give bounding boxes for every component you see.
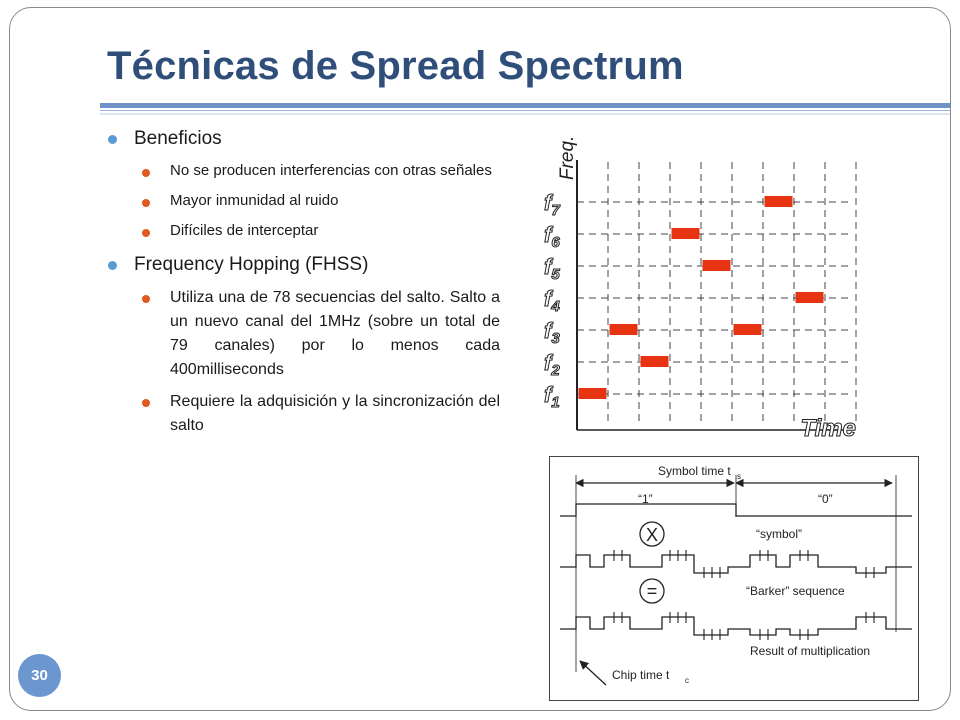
bullet-fhss-1: Utiliza una de 78 secuencias del salto. Salto a un nuevo canal del 1MHz (sobre un total de 79 canales) por lo menos cada 400milliseconds (134, 286, 500, 382)
symbol-waveform (560, 504, 912, 516)
frequency-label-f1: $f_1$ (544, 382, 560, 411)
barker-label: “Barker” sequence (746, 584, 845, 598)
chip-time-arrow (580, 661, 606, 685)
frequency-label-f4: $f_4$ (544, 286, 560, 315)
bullet-fhss-2: Requiere la adquisición y la sincronización del salto (134, 390, 500, 438)
hop-marker (610, 324, 638, 335)
barker-diagram (549, 456, 919, 701)
bullet-beneficio-3: Difíciles de interceptar (134, 220, 500, 242)
bullet-beneficio-1: No se producen interferencias con otras señales (134, 160, 500, 182)
chip-time-label: Chip time t (612, 668, 670, 682)
result-waveform (560, 617, 912, 635)
hop-marker (579, 388, 607, 399)
barker-waveforms (550, 457, 918, 700)
frequency-label-f3: $f_3$ (544, 318, 560, 347)
title-rule-shadow (100, 113, 950, 115)
barker-chip-ticks (614, 550, 874, 578)
bit-zero-label: “0” (818, 492, 833, 506)
bit-one-label: “1” (638, 492, 653, 506)
slide-title: Técnicas de Spread Spectrum (107, 44, 684, 88)
symbol-time-label: Symbol time t (658, 464, 731, 478)
symbol-time-subscript: s (737, 472, 741, 481)
x-axis-label: Time (800, 415, 856, 442)
frequency-label-f2: $f_2$ (544, 350, 560, 379)
bullet-beneficio-2: Mayor inmunidad al ruido (134, 190, 500, 212)
equals-sign: = (646, 581, 658, 601)
result-label: Result of multiplication (750, 644, 871, 658)
bullet-fhss: Frequency Hopping (FHSS) (108, 254, 500, 276)
hop-marker (703, 260, 731, 271)
title-rule (100, 103, 950, 108)
fhss-hop-chart (530, 120, 860, 450)
title-rule-thin (100, 110, 950, 111)
page-number-badge: 30 (18, 654, 61, 697)
result-chip-ticks (614, 612, 874, 640)
bullet-list (108, 128, 500, 446)
hop-marker (734, 324, 762, 335)
symbol-label: “symbol” (756, 527, 803, 541)
frequency-label-f5: $f_5$ (544, 254, 560, 283)
frequency-label-f6: $f_6$ (544, 222, 560, 251)
multiply-sign: X (645, 525, 659, 545)
chip-time-subscript: c (685, 676, 689, 685)
y-axis-label: Freq. (557, 135, 578, 180)
barker-waveform (560, 555, 912, 573)
bullet-beneficios: Beneficios (108, 128, 500, 150)
hop-marker (672, 228, 700, 239)
hop-marker (641, 356, 669, 367)
hop-marker (765, 196, 793, 207)
frequency-label-f7: $f_7$ (544, 190, 560, 219)
hop-marker (796, 292, 824, 303)
